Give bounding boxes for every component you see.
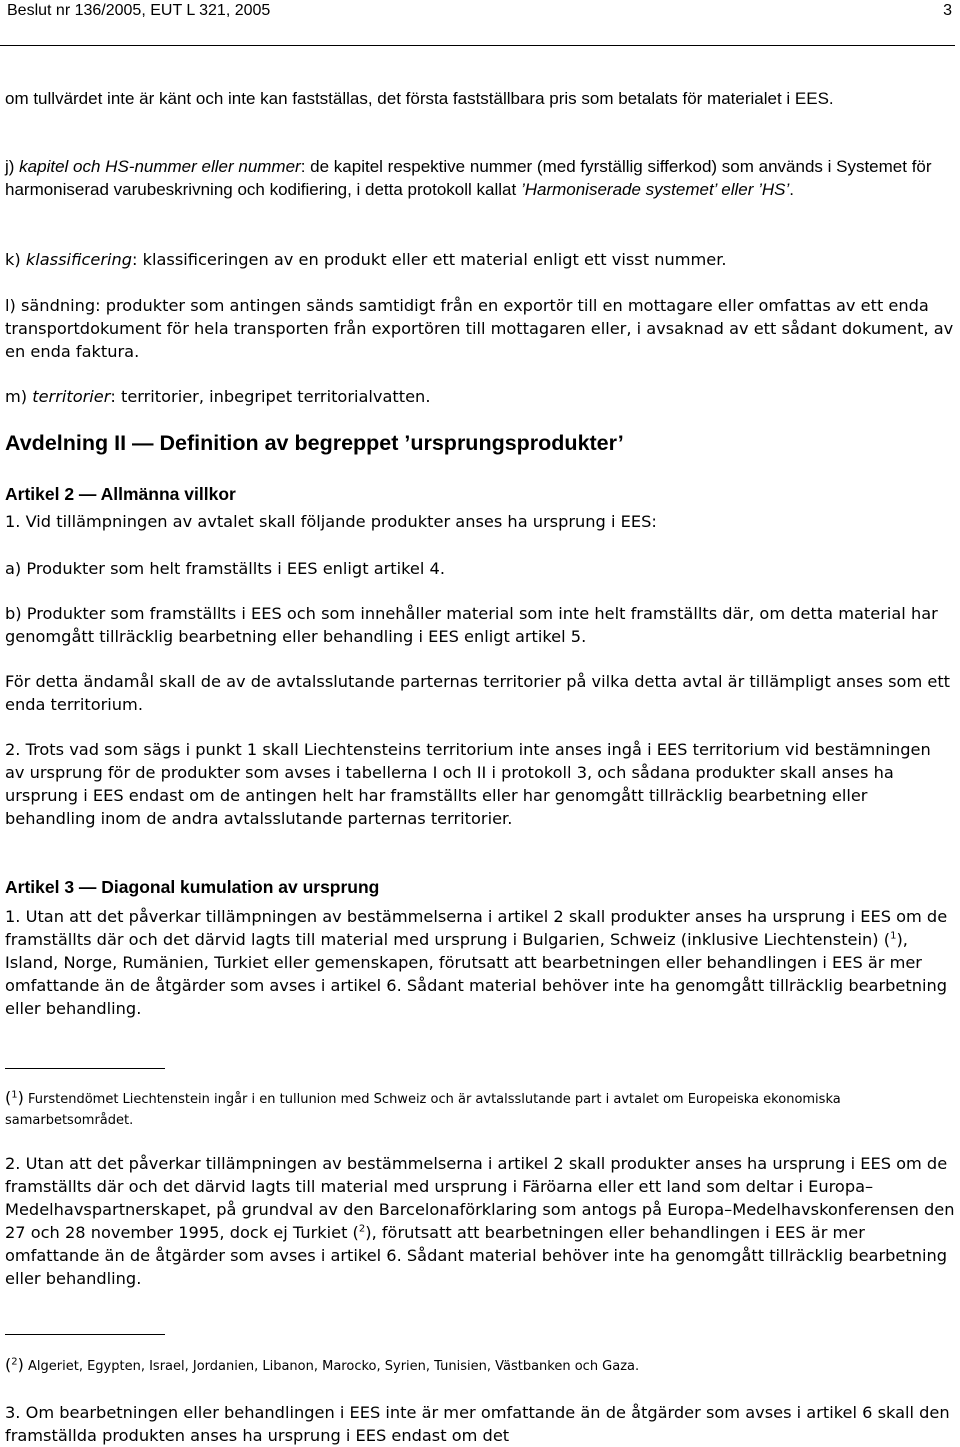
header-title: Beslut nr 136/2005, EUT L 321, 2005 [7, 2, 271, 19]
article-3-point-3: 3. Om bearbetningen eller behandlingen i EES inte är mer omfattande än de åtgärder som avses i artikel 6 skall den framställda produkten anses ha ursprung i EES endast om det [5, 1403, 950, 1445]
header-rule [0, 45, 955, 46]
definition-m-prefix: m) [5, 387, 33, 406]
footnote-ref-1[interactable]: 1 [890, 930, 897, 942]
footnote-ref-2[interactable]: 2 [358, 1223, 366, 1235]
footnote-2-marker: 2 [11, 1356, 18, 1368]
definition-j-end: . [789, 180, 794, 199]
section-heading: Avdelning II — Definition av begreppet ’ursprungsprodukter’ [5, 431, 624, 455]
definition-m-text: : territorier, inbegripet territorialvatten. [110, 387, 431, 406]
article-2-point-1: 1. Vid tillämpningen av avtalet skall följande produkter anses ha ursprung i EES: [5, 512, 657, 531]
definition-j-quoted: ’Harmoniserade systemet’ eller ’HS’ [520, 180, 790, 199]
article-3-point-2-text-a: 2. Utan att det påverkar tillämpningen av bestämmelserna i artikel 2 skall produkter anses ha ursprung i EES om de framställts där och det därvid lagts till material med ursprung i Färöarna eller ett land som deltar i Europa–Medelhavspartnerskapet, på grundval av den Barcelonaförklaring som antogs på Europa–Medelhavskonferensen den 27 och 28 november 1995, dock ej Turkiet ( [5, 1154, 955, 1242]
article-2-heading: Artikel 2 — Allmänna villkor [5, 484, 236, 504]
running-header [0, 0, 960, 30]
article-2-territory: För detta ändamål skall de av de avtalsslutande parternas territorier på vilka detta avtal är tillämpligt anses som ett enda territorium. [5, 672, 951, 714]
definition-j [5, 155, 955, 201]
footnote-1 [5, 1087, 955, 1131]
definition-k [5, 248, 955, 271]
paragraph-intro: om tullvärdet inte är känt och inte kan fastställas, det första fastställbara pris som betalats för materialet i EES. [5, 89, 834, 108]
footnote-2 [5, 1354, 955, 1377]
footnote-1-open: ( [5, 1088, 12, 1107]
footnote-1-marker: 1 [11, 1089, 18, 1101]
article-3-point-2 [5, 1152, 955, 1290]
definition-m [5, 385, 955, 408]
definition-j-prefix: j) [5, 157, 20, 176]
definition-k-text: : klassificeringen av en produkt eller ett material enligt ett visst nummer. [132, 250, 727, 269]
footnote-2-close: ) [17, 1355, 24, 1374]
article-2-point-b: b) Produkter som framställts i EES och som innehåller material som inte helt framställts där, om detta material har genomgått tillräcklig bearbetning eller behandling i EES enligt artikel 5. [5, 604, 938, 646]
definition-k-prefix: k) [5, 250, 26, 269]
definition-j-text: : de kapitel respektive nummer (med fyrställig sifferkod) som används i Systemet för harmoniserad varubeskrivning och kodifiering, i detta protokoll kallat [5, 157, 932, 199]
definition-m-term: territorier [32, 387, 111, 406]
definition-l: l) sändning: produkter som antingen sänds samtidigt från en exportör till en mottagare eller omfattas av ett enda transportdokument för hela transporten från exportören till mottagaren eller, i avsaknad av ett sådant dokument, av en enda faktura. [5, 296, 954, 361]
definition-k-term: klassificering [25, 250, 133, 269]
footnote-2-text: Algeriet, Egypten, Israel, Jordanien, Libanon, Marocko, Syrien, Tunisien, Västbanken och Gaza. [23, 1359, 640, 1374]
footnote-2-open: ( [5, 1355, 12, 1374]
definition-j-term: kapitel och HS-nummer eller nummer [19, 157, 301, 176]
footnote-rule-1 [5, 1068, 165, 1069]
article-3-point-2-text-b: ), förutsatt att bearbetningen eller behandlingen i EES är mer omfattande än de åtgärder som avses i artikel 6. Sådant material behöver inte ha genomgått tillräcklig bearbetning eller behandling. [5, 1223, 947, 1288]
header-page-number: 3 [943, 2, 952, 19]
article-3-point-1-text-b: ), Island, Norge, Rumänien, Turkiet eller gemenskapen, förutsatt att bearbetningen eller behandlingen i EES är mer omfattande än de åtgärder som avses i artikel 6. Sådant material behöver inte ha genomgått tillräcklig bearbetning eller behandling. [5, 930, 947, 1018]
article-3-heading: Artikel 3 — Diagonal kumulation av ursprung [5, 877, 380, 897]
article-3-point-1 [5, 905, 955, 1020]
footnote-1-close: ) [17, 1088, 24, 1107]
article-3-point-1-text-a: 1. Utan att det påverkar tillämpningen av bestämmelserna i artikel 2 skall produkter anses ha ursprung i EES om de framställts där och det därvid lagts till material med ursprung i Bulgarien, Schweiz (inklusive Liechtenstein) ( [5, 907, 948, 949]
article-2-point-2: 2. Trots vad som sägs i punkt 1 skall Liechtensteins territorium inte anses ingå i EES territorium vid bestämningen av ursprung för de produkter som avses i tabellerna I och II i protokoll 3, och sådana produkter skall anses ha ursprung i EES endast om de antingen helt har framställts eller har genomgått tillräcklig bearbetning eller behandling inom de andra avtalsslutande parternas territorier. [5, 740, 931, 828]
article-2-point-a: a) Produkter som helt framställts i EES enligt artikel 4. [5, 559, 445, 578]
footnote-1-text: Furstendömet Liechtenstein ingår i en tullunion med Schweiz och är avtalsslutande part i avtalet om Europeiska ekonomiska samarbetsområdet. [5, 1092, 841, 1128]
footnote-rule-2 [5, 1334, 165, 1335]
